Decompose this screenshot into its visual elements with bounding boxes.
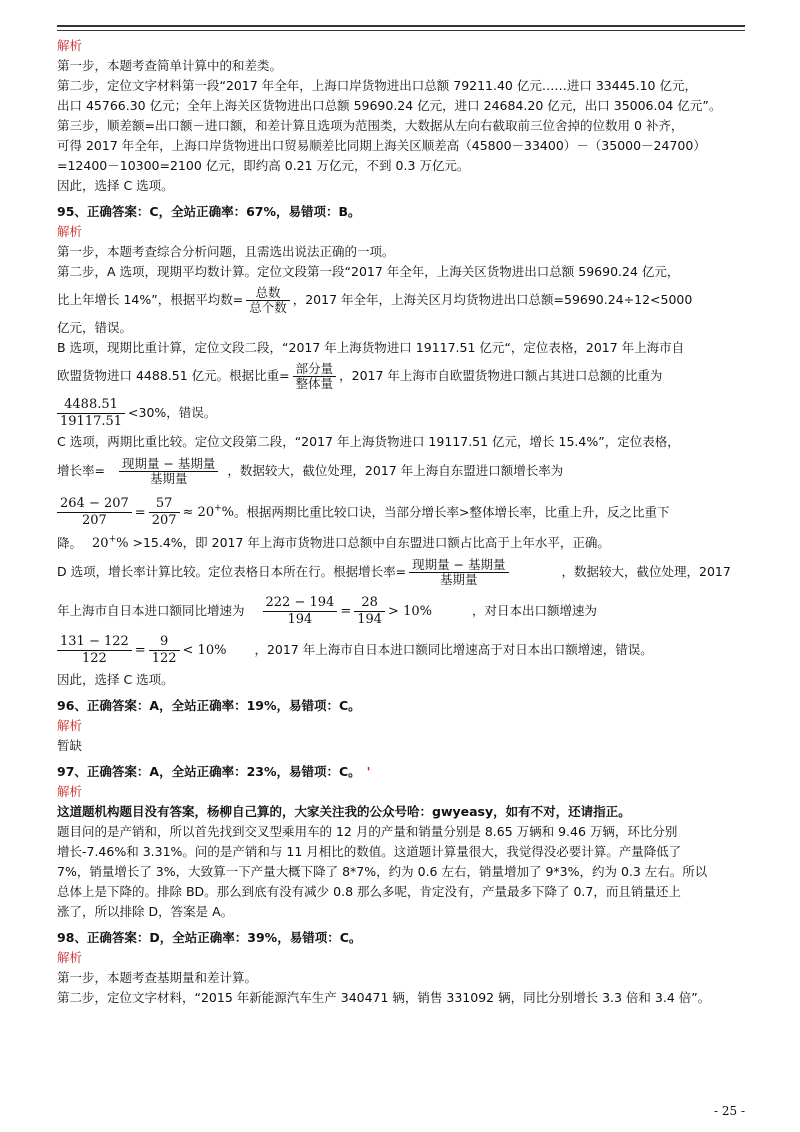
- q94-step3-cont: 可得 2017 年全年，上海口岸货物进出口贸易顺差比同期上海关区顺差高（45800－33400）－（35000－24700）: [57, 138, 706, 153]
- q95-option-c-conclusion: [57, 528, 752, 552]
- japan-import-simplified: [354, 595, 385, 628]
- q94-step2-cont: 出口 45766.30 亿元；全年上海关区货物进出口总额 59690.24 亿元，进口 24684.20 亿元，出口 35006.04 亿元”。: [57, 98, 722, 113]
- japan-import-fraction: [263, 595, 338, 628]
- q95-option-a-formula-line: [57, 282, 752, 318]
- header-rule-thin: [57, 30, 745, 31]
- q95-conclusion: 因此，选择 C 选项。: [57, 672, 174, 687]
- growth-number: 20: [92, 536, 109, 552]
- frac-numerator: 现期量 − 基期量: [412, 557, 506, 572]
- frac-denominator: 19117.51: [57, 413, 125, 430]
- equals-sign: =: [134, 505, 146, 521]
- q97-note: 这道题机构题目没有答案，杨柳自己算的，大家关注我的公众号哈：gwyeasy，如有不对，还请指正。: [57, 804, 631, 819]
- q95-option-b: B 选项，现期比重计算，定位文段二段，“2017 年上海货物进口 19117.51 亿元“，定位表格，2017 年上海市自: [57, 340, 685, 355]
- frac-denominator: 总个数: [246, 300, 290, 315]
- share-fraction: [57, 397, 125, 430]
- q95-option-b-calc-line: [57, 394, 752, 432]
- frac-denominator: 基期量: [409, 572, 508, 587]
- q95-a-text: 比上年增长 14%”，根据平均数=: [57, 292, 244, 307]
- q95-option-c-calc-line: [57, 490, 752, 528]
- q97-line1: 题目问的是产销和，所以首先找到交叉型乘用车的 12 月的产量和销量分别是 8.65 万辆和 9.46 万辆，环比分别: [57, 824, 678, 839]
- q98-step1: 第一步，本题考查基期量和差计算。: [57, 970, 258, 985]
- approx-number: ≈ 20: [182, 505, 215, 521]
- frac-denominator: 194: [354, 611, 385, 628]
- frac-numerator: 264 − 207: [60, 496, 129, 512]
- equals-sign: =: [134, 643, 146, 658]
- q95-c-rule: 。根据两期比重比较口诀，当部分增长率>整体增长率，比重上升，反之比重下: [234, 504, 670, 520]
- q97-line3: 7%，销量增长了 3%，大致算一下产量大概下降了 8*7%，约为 0.6 左右，销量增加了 9*3%，约为 0.3 左右。所以: [57, 864, 708, 879]
- approx-sup: +: [214, 504, 222, 514]
- comparison-lt: < 10%: [182, 643, 227, 658]
- analysis-label: 解析: [57, 718, 83, 733]
- equals-sign: =: [340, 604, 352, 619]
- page-number: - 25 -: [713, 1104, 745, 1118]
- q94-conclusion: 因此，选择 C 选项。: [57, 178, 174, 193]
- frac-denominator: 207: [149, 512, 180, 529]
- frac-denominator: 207: [57, 512, 132, 529]
- frac-numerator: 57: [155, 496, 173, 512]
- q95-b-text: 欧盟货物进口 4488.51 亿元。根据比重=: [57, 368, 290, 383]
- q94-step3: 第三步，顺差额=出口额－进口额，和差计算且选项为范围类，大数据从左向右截取前三位舍掉的位数用 0 补齐，: [57, 118, 684, 133]
- ratio-formula: [293, 362, 337, 391]
- q94-step2: 第二步，定位文字材料第一段“2017 年全年，上海口岸货物进出口总额 79211.40 亿元……进口 33445.10 亿元，: [57, 78, 697, 93]
- q95-option-a: 第二步，A 选项，现期平均数计算。定位文段第一段“2017 年全年，上海关区货物进出口总额 59690.24 亿元，: [57, 264, 680, 279]
- q95-d-export-text: ，对日本出口额增速为: [471, 603, 597, 618]
- q95-option-d-import-line: [57, 592, 752, 630]
- asean-growth-simplified: [149, 496, 180, 529]
- q94-step3-result: =12400－10300=2100 亿元，即约高 0.21 万亿元，不到 0.3 万亿元。: [57, 158, 470, 173]
- q97-header-text: 97、正确答案：A，全站正确率：23%，易错项：C。: [57, 764, 361, 779]
- frac-numerator: 222 − 194: [265, 595, 335, 610]
- frac-denominator: 整体量: [293, 376, 337, 391]
- japan-export-fraction: [57, 634, 132, 667]
- q95-answer-header: 95、正确答案：C，全站正确率：67%，易错项：B。: [57, 204, 361, 219]
- q97-answer-header: [57, 762, 752, 782]
- q97-line2: 增长-7.46%和 3.31%。问的是产销和与 11 月相比的数值。这道题计算量很大，我觉得没必要计算。产量降低了: [57, 844, 682, 859]
- frac-numerator: 131 − 122: [60, 634, 129, 649]
- growth-percent: %: [116, 536, 129, 552]
- frac-denominator: 122: [149, 650, 180, 667]
- q97-line4: 总体上是下降的。排除 BD。那么到底有没有减少 0.8 那么多呢，肯定没有，产量最多下降了 0.7，而且销量还上: [57, 884, 681, 899]
- japan-export-simplified: [149, 634, 180, 667]
- frac-numerator: 总数: [255, 285, 281, 300]
- growth-value: [92, 536, 128, 551]
- document-body: [57, 36, 752, 1008]
- q98-answer-header: 98、正确答案：D，全站正确率：39%，易错项：C。: [57, 930, 362, 945]
- q95-c-text-start: 降。: [57, 535, 83, 551]
- q95-c-text-end: >15.4%，即 2017 年上海市货物进口总额中自东盟进口额占比高于上年水平，正确。: [132, 535, 610, 551]
- growth-sup: +: [108, 535, 117, 545]
- analysis-label: 解析: [57, 224, 83, 239]
- frac-numerator: 28: [361, 595, 378, 610]
- approx-percent: %: [221, 505, 235, 521]
- q95-option-c: C 选项，两期比重比较。定位文段第二段，“2017 年上海货物进口 19117.51 亿元，增长 15.4%”，定位表格，: [57, 434, 680, 449]
- analysis-label: 解析: [57, 784, 83, 799]
- frac-numerator: 9: [159, 634, 169, 649]
- q95-option-a-end: 亿元，错误。: [57, 320, 133, 335]
- q95-a-text-cont: ，2017 年全年，上海关区月均货物进出口总额=59690.24÷12<5000: [292, 292, 693, 307]
- stray-mark: ': [366, 764, 371, 779]
- q96-body: 暂缺: [57, 738, 83, 753]
- header-rule-thick: [57, 25, 745, 27]
- q95-c-text: 增长率=: [57, 463, 105, 478]
- q95-option-d: [57, 552, 752, 592]
- frac-denominator: 194: [263, 611, 338, 628]
- q95-option-c-formula-line: [57, 452, 752, 490]
- q95-d-text-cont: ，数据较大，截位处理，2017: [561, 564, 731, 579]
- q95-d-conclusion: ，2017 年上海市自日本进口额同比增速高于对日本出口额增速，错误。: [254, 642, 653, 657]
- q95-c-text-cont: ，数据较大，截位处理，2017 年上海自东盟进口额增长率为: [227, 463, 564, 478]
- q95-option-d-export-line: [57, 630, 752, 670]
- q95-d-import-text: 年上海市自日本进口额同比增速为: [57, 603, 245, 618]
- q96-answer-header: 96、正确答案：A，全站正确率：19%，易错项：C。: [57, 698, 361, 713]
- frac-numerator: 4488.51: [64, 397, 118, 412]
- average-formula: [246, 286, 290, 315]
- approx-value: [183, 505, 234, 520]
- frac-denominator: 122: [57, 650, 132, 667]
- analysis-label: 解析: [57, 950, 83, 965]
- comparison-gt: > 10%: [388, 604, 432, 619]
- analysis-label: 解析: [57, 38, 83, 53]
- q98-step2: 第二步，定位文字材料，“2015 年新能源汽车生产 340471 辆，销售 331092 辆，同比分别增长 3.3 倍和 3.4 倍”。: [57, 990, 711, 1005]
- q95-b-result: <30%，错误。: [128, 405, 217, 420]
- q97-line5: 涨了，所以排除 D，答案是 A。: [57, 904, 234, 919]
- q95-d-text: D 选项，增长率计算比较。定位表格日本所在行。根据增长率=: [57, 564, 407, 579]
- q94-step1: 第一步，本题考查简单计算中的和差类。: [57, 58, 283, 73]
- q95-step1: 第一步，本题考查综合分析问题，且需选出说法正确的一项。: [57, 244, 395, 259]
- growth-rate-formula: [119, 457, 218, 486]
- frac-numerator: 现期量 − 基期量: [121, 456, 216, 471]
- asean-growth-fraction: [57, 496, 132, 529]
- q95-b-text-cont: ，2017 年上海市自欧盟货物进口额占其进口总额的比重为: [339, 368, 663, 383]
- frac-denominator: 基期量: [119, 471, 218, 486]
- q95-option-b-formula-line: [57, 358, 752, 394]
- frac-numerator: 部分量: [295, 361, 334, 376]
- growth-rate-formula: [409, 558, 508, 587]
